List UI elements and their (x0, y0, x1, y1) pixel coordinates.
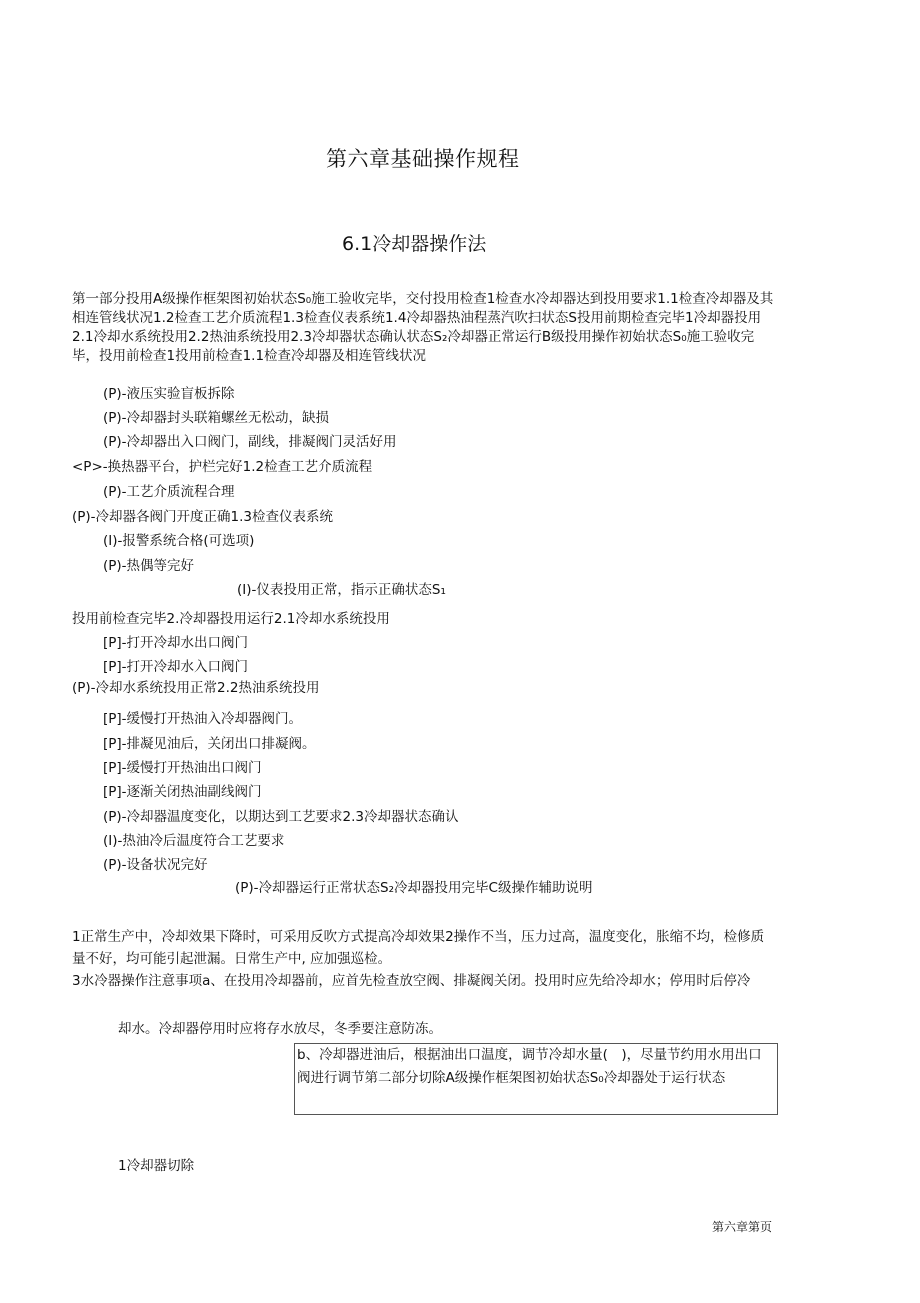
note-box-text: b、冷却器进油后，根据油出口温度，调节冷却水量( )，尽量节约用水用出口阀进行调节第二部分切除A级操作框架图初始状态S₀冷却器处于运行状态 (297, 1047, 762, 1086)
list-item: (I)-仪表投用正常，指示正确状态S₁ (237, 582, 446, 598)
list-item: (P)-冷却器运行正常状态S₂冷却器投用完毕C级操作辅助说明 (235, 880, 593, 896)
page-footer: 第六章第页 (712, 1220, 773, 1234)
list-item: <P>-换热器平台，护栏完好1.2检查工艺介质流程 (72, 459, 373, 475)
list-item: (I)-报警系统合格(可选项) (103, 533, 255, 549)
list-item: 投用前检查完毕2.冷却器投用运行2.1冷却水系统投用 (72, 611, 390, 627)
list-item: (P)-液压实验盲板拆除 (103, 386, 235, 402)
note-3-continued: 却水。冷却器停用时应将存水放尽，冬季要注意防冻。 (118, 1021, 442, 1037)
subheading: 1冷却器切除 (118, 1158, 195, 1174)
list-item: [P]-打开冷却水入口阀门 (103, 659, 249, 675)
section-title: 6.1冷却器操作法 (342, 233, 487, 255)
list-item: [P]-缓慢打开热油出口阀门 (103, 760, 262, 776)
list-item: (P)-冷却器出入口阀门，副线，排凝阀门灵活好用 (103, 434, 397, 450)
list-item: (P)-工艺介质流程合理 (103, 484, 235, 500)
list-item: (P)-冷却水系统投用正常2.2热油系统投用 (72, 680, 320, 696)
chapter-title: 第六章基础操作规程 (326, 147, 520, 171)
list-item: (P)-冷却器封头联箱螺丝无松动，缺损 (103, 410, 330, 426)
list-item: [P]-排凝见油后，关闭出口排凝阀。 (103, 736, 316, 752)
intro-paragraph: 第一部分投用A级操作框架图初始状态S₀施工验收完毕，交付投用检查1检查水冷却器达到投用要求1.1检查冷却器及其相连管线状况1.2检查工艺介质流程1.3检查仪表系统1.4冷却器热油程蒸汽吹扫状态S投用前期检查完毕1冷却器投用2.1冷却水系统投用2.2热油系统投用2.3冷却器状态确认状态S₂冷却器正常运行B级投用操作初始状态S₀施工验收完毕，投用前检查1投用前检查1.1检查冷却器及相连管线状况 (72, 291, 774, 364)
note-3: 3水冷器操作注意事项a、在投用冷却器前，应首先检查放空阀、排凝阀关闭。投用时应先给冷却水；停用时后停冷 (72, 973, 751, 989)
list-item: [P]-逐渐关闭热油副线阀门 (103, 784, 262, 800)
list-item: (I)-热油冷后温度符合工艺要求 (103, 833, 285, 849)
list-item: (P)-热偶等完好 (103, 558, 195, 574)
note-1-2: 1正常生产中，冷却效果下降时，可采用反吹方式提高冷却效果2操作不当，压力过高，温度变化，胀缩不均，检修质量不好，均可能引起泄漏。日常生产中, 应加强巡检。 (72, 929, 765, 967)
list-item: [P]-缓慢打开热油入冷却器阀门。 (103, 711, 303, 727)
list-item: (P)-设备状况完好 (103, 857, 208, 873)
list-item: (P)-冷却器各阀门开度正确1.3检查仪表系统 (72, 509, 334, 525)
list-item: [P]-打开冷却水出口阀门 (103, 635, 249, 651)
list-item: (P)-冷却器温度变化，以期达到工艺要求2.3冷却器状态确认 (103, 809, 459, 825)
note-box (294, 1043, 778, 1115)
